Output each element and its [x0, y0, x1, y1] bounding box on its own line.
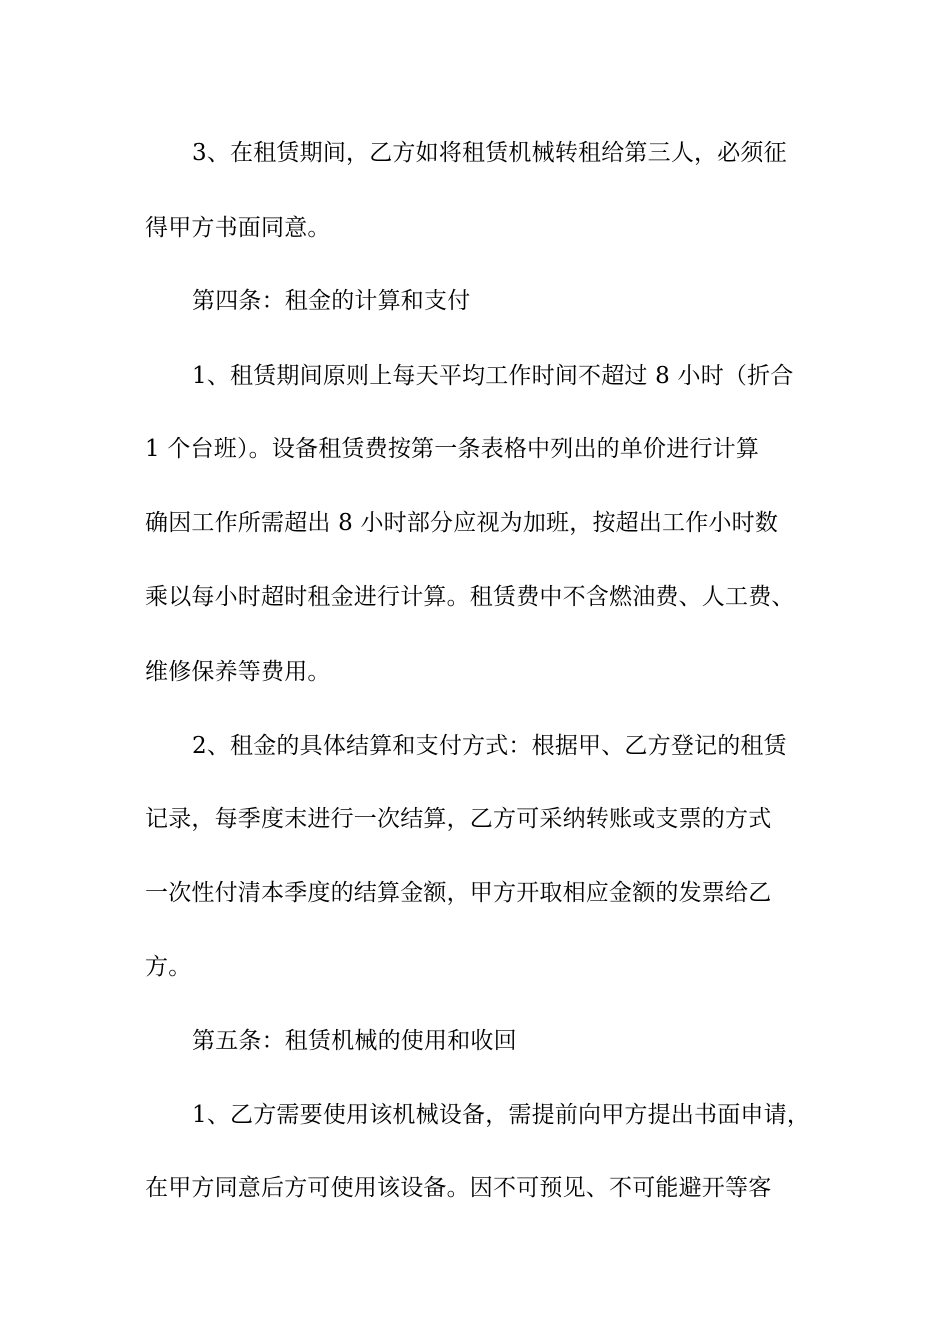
paragraph-line: 1、租赁期间原则上每天平均工作时间不超过 8 小时（折合 — [192, 363, 794, 389]
paragraph-line: 一次性付清本季度的结算金额，甲方开取相应金额的发票给乙 — [145, 880, 772, 906]
paragraph-line: 维修保养等费用。 — [145, 659, 331, 685]
paragraph-line: 1 个台班）。设备租赁费按第一条表格中列出的单价进行计算 — [145, 436, 760, 462]
paragraph-line: 记录，每季度末进行一次结算，乙方可采纳转账或支票的方式 — [145, 806, 772, 832]
paragraph-line: 2、租金的具体结算和支付方式：根据甲、乙方登记的租赁 — [192, 733, 787, 759]
paragraph-line: 在甲方同意后方可使用该设备。因不可预见、不可能避开等客 — [145, 1175, 772, 1201]
paragraph-line: 3、在租赁期间，乙方如将租赁机械转租给第三人，必须征 — [192, 140, 787, 166]
paragraph-line: 确因工作所需超出 8 小时部分应视为加班，按超出工作小时数 — [145, 510, 779, 536]
section-heading: 第五条：租赁机械的使用和收回 — [192, 1028, 517, 1054]
paragraph-line: 方。 — [145, 954, 192, 980]
paragraph-line: 乘以每小时超时租金进行计算。租赁费中不含燃油费、人工费、 — [145, 584, 795, 610]
paragraph-line: 得甲方书面同意。 — [145, 215, 331, 241]
section-heading: 第四条：租金的计算和支付 — [192, 288, 471, 314]
paragraph-line: 1、乙方需要使用该机械设备，需提前向甲方提出书面申请， — [192, 1102, 811, 1128]
